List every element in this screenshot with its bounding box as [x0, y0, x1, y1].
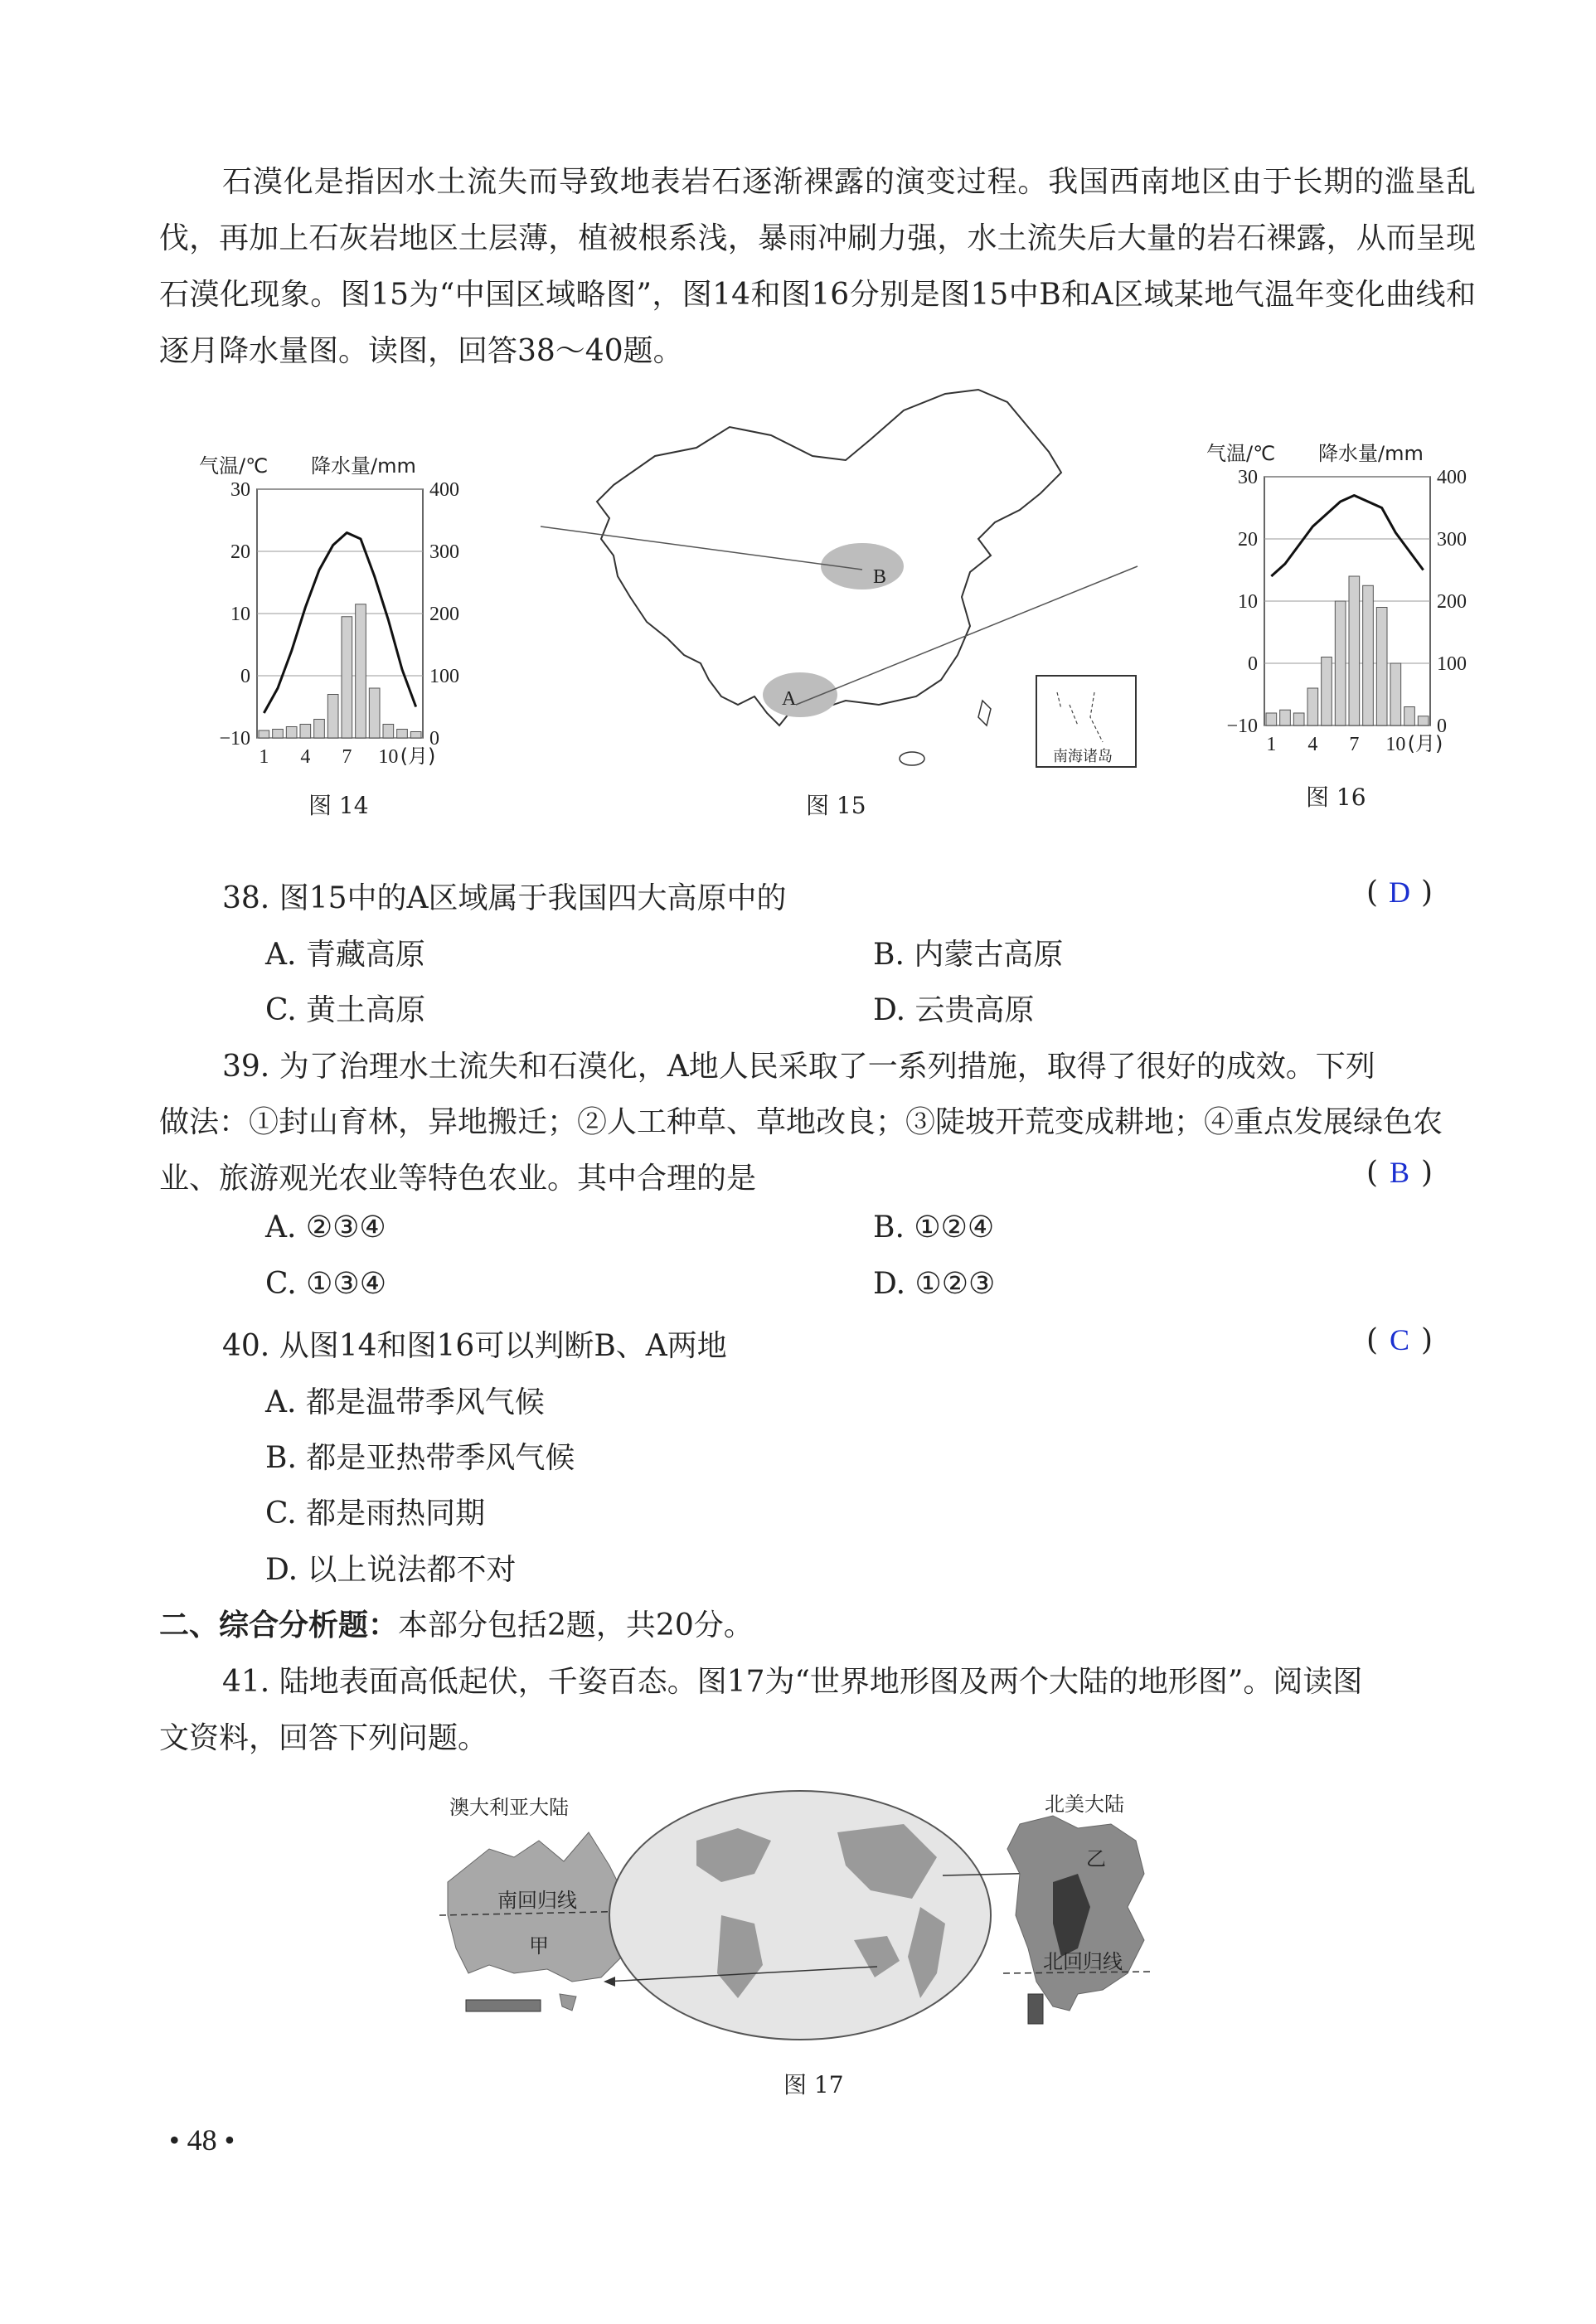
- question-40-stem: 40. 从图14和图16可以判断B、A两地: [222, 1329, 727, 1363]
- intro-text: 石漠化是指因水土流失而导致地表岩石逐渐裸露的演变过程。我国西南地区由于长期的滥垦乱伐，再加上石灰岩地区土层薄，植被根系浅，暴雨冲刷力强，水土流失后大量的岩石裸露，从而呈现石漠化现象。图15为“中国区域略图”，图14和图16分别是图15中B和A区域某地气温年变化曲线和逐月降水量图。读图，回答38～40题。: [159, 165, 1476, 368]
- x-tick-label: 4: [1307, 734, 1318, 755]
- north-america-legend: [1028, 1994, 1043, 2024]
- precip-bar: [1280, 710, 1291, 725]
- figure-17-world-terrain: [423, 1783, 1186, 2056]
- temp-tick-label: 20: [230, 541, 250, 563]
- precip-bar: [356, 604, 366, 738]
- question-39-option-b: B. ①②④: [873, 1211, 995, 1244]
- region-b-label: B: [873, 566, 887, 588]
- precip-bar: [369, 688, 380, 738]
- figure-14-climate-chart: [199, 448, 464, 779]
- temp-tick-label: −10: [219, 728, 250, 750]
- question-39-option-d: D. ①②③: [873, 1267, 996, 1301]
- temp-axis-label: 气温/℃: [199, 454, 269, 478]
- temp-tick-label: 30: [230, 479, 250, 501]
- precip-bar: [273, 730, 284, 739]
- tropic-north-label: 北回归线: [1043, 1950, 1123, 1973]
- precip-bar: [1293, 713, 1304, 725]
- precip-axis-label: 降水量/mm: [311, 454, 416, 478]
- question-40-option-b: B. 都是亚热带季风气候: [265, 1441, 575, 1475]
- precip-bar: [300, 725, 311, 739]
- precip-bar: [286, 727, 297, 739]
- x-tick-label: 4: [300, 746, 311, 768]
- precip-bar: [314, 720, 325, 739]
- question-40-option-d: D. 以上说法都不对: [265, 1553, 517, 1587]
- x-unit-label: (月): [400, 745, 436, 768]
- figure-15-caption: 图 15: [806, 792, 866, 819]
- precip-tick-label: 100: [429, 666, 459, 687]
- precip-bar: [1418, 716, 1429, 725]
- precip-tick-label: 400: [429, 479, 459, 501]
- tropic-south-label: 南回归线: [497, 1889, 577, 1912]
- question-38-stem: 38. 图15中的A区域属于我国四大高原中的: [222, 881, 787, 915]
- question-38-option-d: D. 云贵高原: [873, 993, 1035, 1027]
- region-a-shading: [763, 672, 837, 717]
- section-2-heading: 二、综合分析题：本部分包括2题，共20分。: [159, 1608, 754, 1642]
- precip-bar: [1363, 585, 1374, 725]
- temp-tick-label: 10: [1238, 591, 1258, 613]
- jia-label: 甲: [529, 1934, 549, 1958]
- precip-axis-label: 降水量/mm: [1318, 442, 1424, 465]
- precip-tick-label: 300: [429, 541, 459, 563]
- inset-label: 南海诸岛: [1053, 748, 1113, 765]
- question-40-option-c: C. 都是雨热同期: [265, 1497, 486, 1531]
- precip-tick-label: 0: [1437, 716, 1447, 737]
- region-a-label: A: [782, 688, 797, 710]
- precip-bar: [342, 617, 352, 738]
- temp-tick-label: −10: [1226, 716, 1258, 737]
- temp-tick-label: 30: [1238, 467, 1258, 488]
- temperature-line: [1271, 496, 1423, 577]
- north-america-title: 北美大陆: [1045, 1793, 1124, 1816]
- question-39-option-a: A. ②③④: [265, 1211, 386, 1244]
- intro-paragraph: [159, 154, 1476, 380]
- question-40-answer: ( C ): [1366, 1323, 1433, 1357]
- precip-bar: [1376, 608, 1387, 726]
- precip-bar: [383, 725, 394, 739]
- x-tick-label: 10: [378, 746, 399, 768]
- x-tick-label: 1: [259, 746, 269, 768]
- question-41-stem-line1: 41. 陆地表面高低起伏，千姿百态。图17为“世界地形图及两个大陆的地形图”。阅读图: [222, 1665, 1363, 1699]
- precip-bar: [1335, 601, 1346, 725]
- temp-axis-label: 气温/℃: [1206, 442, 1276, 465]
- temp-tick-label: 10: [230, 604, 250, 625]
- precip-tick-label: 100: [1437, 653, 1467, 675]
- precip-bar: [1404, 707, 1415, 726]
- question-40-option-a: A. 都是温带季风气候: [265, 1385, 545, 1419]
- precip-bar: [1322, 657, 1332, 726]
- figure-14-caption: 图 14: [308, 792, 369, 819]
- precip-bar: [1349, 576, 1360, 725]
- world-map-oval: [609, 1791, 991, 2040]
- australia-title: 澳大利亚大陆: [449, 1796, 569, 1819]
- question-41-stem-line2: 文资料，回答下列问题。: [159, 1721, 488, 1755]
- precip-bar: [397, 730, 408, 739]
- page-number: • 48 •: [169, 2123, 235, 2157]
- precip-tick-label: 0: [429, 728, 439, 750]
- precip-tick-label: 400: [1437, 467, 1467, 488]
- x-unit-label: (月): [1407, 732, 1443, 755]
- temp-tick-label: 0: [1248, 653, 1258, 675]
- temperature-line: [264, 533, 415, 714]
- precip-bar: [1307, 688, 1318, 725]
- precip-bar: [327, 695, 338, 739]
- precip-bar: [1390, 663, 1401, 725]
- x-tick-label: 7: [342, 746, 352, 768]
- question-39-option-c: C. ①③④: [265, 1267, 386, 1301]
- precip-bar: [259, 730, 269, 738]
- yi-label: 乙: [1086, 1847, 1106, 1870]
- figure-15-china-map: [531, 377, 1144, 775]
- question-39-stem-line3: 业、旅游观光农业等特色农业。其中合理的是: [159, 1162, 757, 1196]
- question-38-option-b: B. 内蒙古高原: [873, 938, 1064, 972]
- precip-bar: [410, 732, 421, 739]
- figure-16-caption: 图 16: [1306, 784, 1366, 811]
- question-39-answer: ( B ): [1366, 1156, 1433, 1190]
- precip-tick-label: 200: [429, 604, 459, 625]
- x-tick-label: 1: [1266, 734, 1277, 755]
- question-39-stem-line1: 39. 为了治理水土流失和石漠化，A地人民采取了一系列措施，取得了很好的成效。下列: [222, 1050, 1375, 1084]
- question-38-answer: ( D ): [1366, 876, 1433, 910]
- precip-bar: [1266, 713, 1277, 725]
- x-tick-label: 7: [1349, 734, 1360, 755]
- precip-tick-label: 200: [1437, 591, 1467, 613]
- temp-tick-label: 20: [1238, 529, 1258, 551]
- figure-17-caption: 图 17: [783, 2071, 844, 2098]
- figure-16-climate-chart: [1206, 435, 1472, 767]
- question-38-option-c: C. 黄土高原: [265, 993, 426, 1027]
- precip-tick-label: 300: [1437, 529, 1467, 551]
- x-tick-label: 10: [1385, 734, 1406, 755]
- australia-legend: [466, 2000, 541, 2011]
- question-38-option-a: A. 青藏高原: [265, 938, 425, 972]
- question-39-stem-line2: 做法：①封山育林，异地搬迁；②人工种草、草地改良；③陡坡开荒变成耕地；④重点发展绿色农: [159, 1105, 1443, 1139]
- temp-tick-label: 0: [240, 666, 250, 687]
